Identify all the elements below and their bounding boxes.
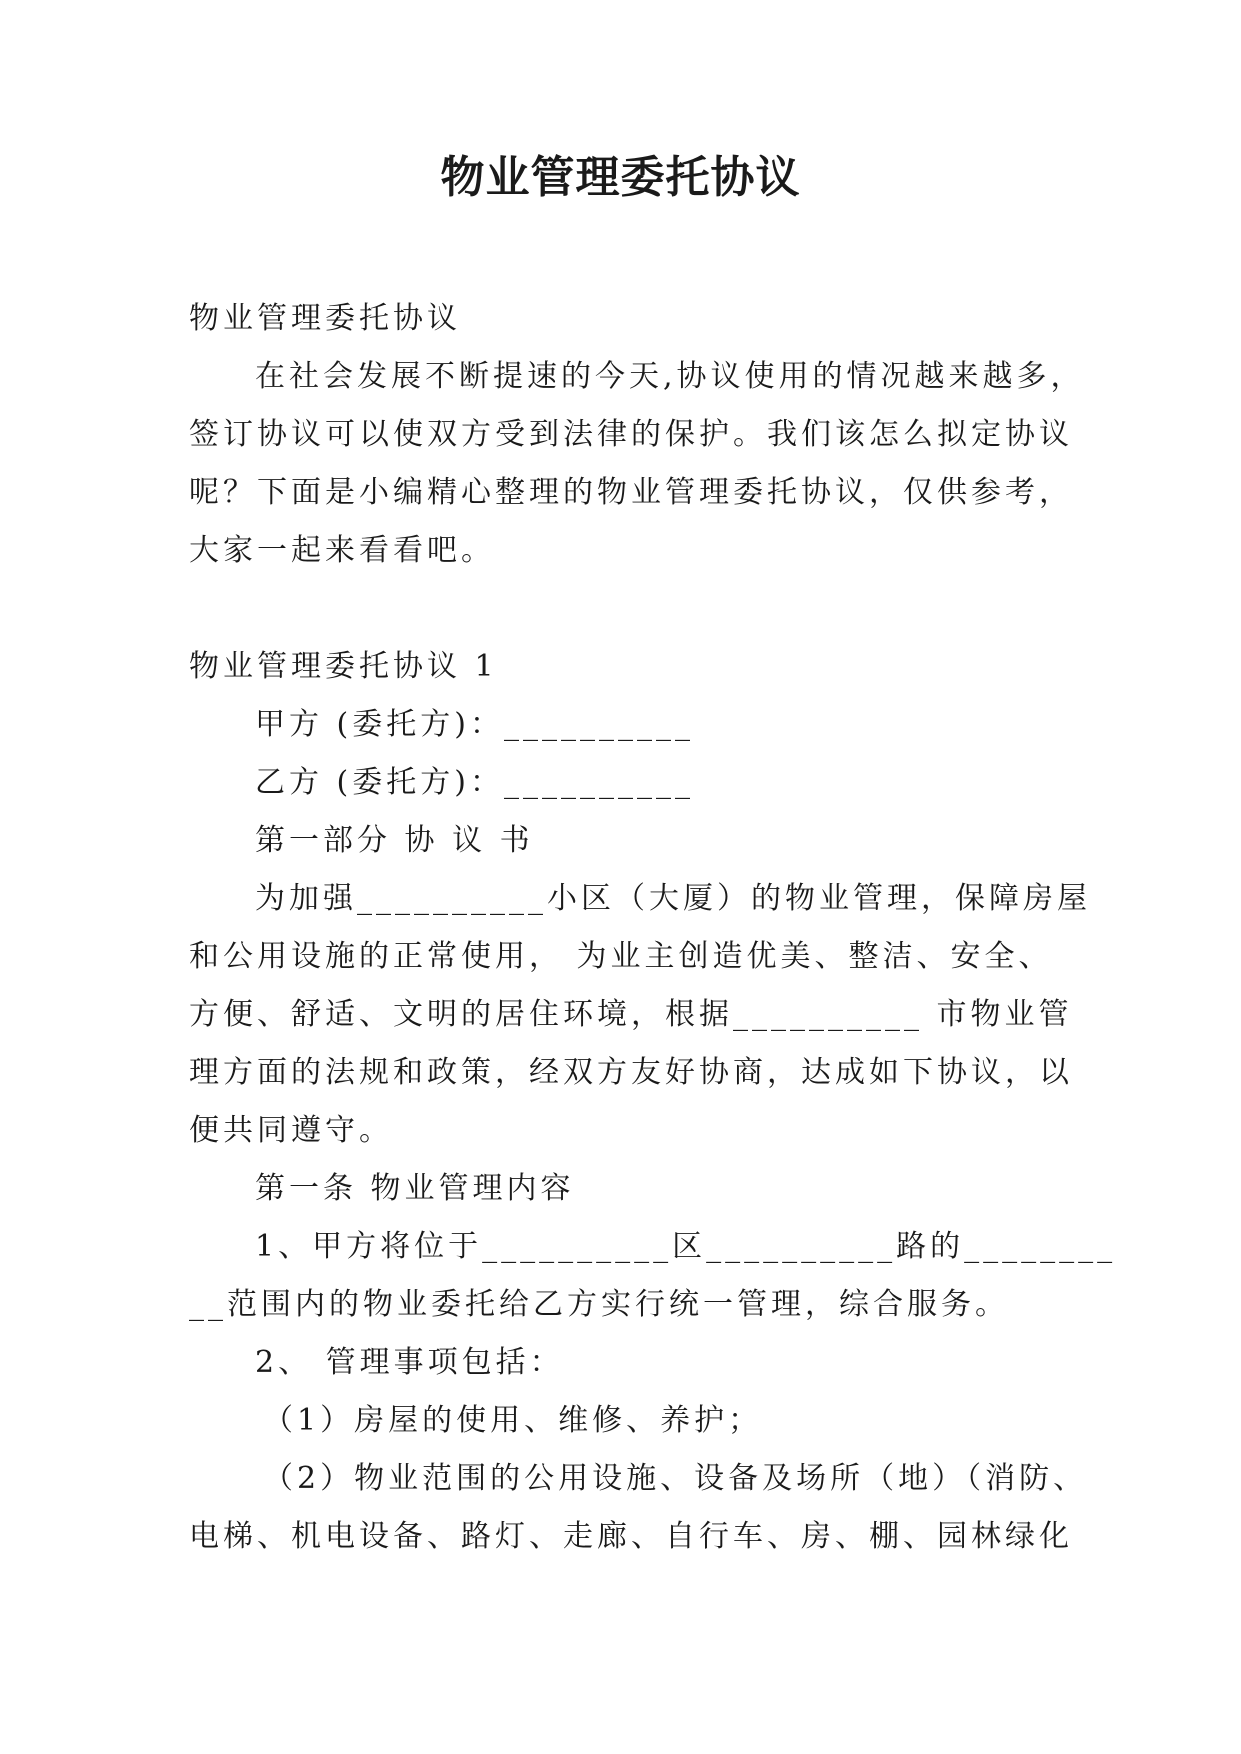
document-body: [189, 290, 1117, 1566]
list-item: （1）房屋的使用、维修、养护；: [263, 1403, 763, 1438]
paragraph-line: 和公用设施的正常使用， 为业主创造优美、整洁、安全、: [189, 939, 1053, 974]
paragraph-line: 为加强__________小区（大厦）的物业管理，保障房屋: [255, 881, 1091, 916]
paragraph-line: 理方面的法规和政策，经双方友好协商，达成如下协议，以: [189, 1055, 1073, 1090]
section-heading: 物业管理委托协议 1: [189, 649, 498, 684]
paragraph-line: 1、甲方将位于__________区__________路的________: [255, 1229, 1117, 1264]
paragraph-line: 签订协议可以使双方受到法律的保护。我们该怎么拟定协议: [189, 417, 1073, 452]
list-item: （2）物业范围的公用设施、设备及场所（地）（消防、: [263, 1461, 1088, 1496]
paragraph-line: 呢？下面是小编精心整理的物业管理委托协议，仅供参考，: [189, 475, 1073, 510]
paragraph-line: __范围内的物业委托给乙方实行统一管理，综合服务。: [189, 1287, 1009, 1322]
paragraph-line: 方便、舒适、文明的居住环境，根据__________ 市物业管: [189, 997, 1073, 1032]
section-heading: 物业管理委托协议: [189, 301, 461, 336]
party-b-line: 乙方 (委托方)：__________: [255, 765, 694, 800]
paragraph-line: 大家一起来看看吧。: [189, 533, 495, 568]
document-title: 物业管理委托协议: [440, 152, 801, 203]
article-heading: 第一条 物业管理内容: [255, 1171, 575, 1206]
paragraph-line: 电梯、机电设备、路灯、走廊、自行车、房、棚、园林绿化: [189, 1519, 1073, 1554]
paragraph-line: 便共同遵守。: [189, 1113, 393, 1148]
list-heading: 2、 管理事项包括：: [255, 1345, 564, 1380]
party-a-line: 甲方 (委托方)：__________: [255, 707, 694, 742]
paragraph-spacer: [189, 580, 1069, 638]
part-heading: 第一部分 协 议 书: [255, 823, 534, 858]
paragraph-line: 在社会发展不断提速的今天,协议使用的情况越来越多，: [255, 359, 1085, 394]
